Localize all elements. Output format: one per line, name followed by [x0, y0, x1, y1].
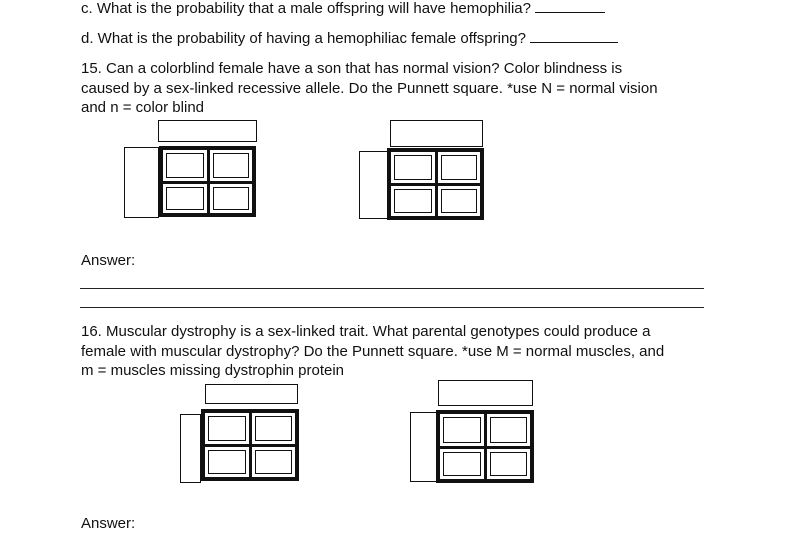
punnett-16b-side-parent-box[interactable]	[410, 412, 437, 482]
punnett-square-15b	[387, 148, 484, 220]
answer-line-15a[interactable]	[80, 288, 704, 289]
punnett-15b-side-parent-box[interactable]	[359, 151, 388, 219]
punnett-cell[interactable]	[485, 447, 531, 481]
punnett-15a-side-parent-box[interactable]	[124, 147, 159, 218]
punnett-15b-top-parent-box[interactable]	[390, 120, 483, 147]
punnett-square-16a	[201, 409, 299, 481]
question-c	[81, 0, 605, 18]
punnett-cell[interactable]	[208, 182, 254, 215]
question-c-text: c. What is the probability that a male offspring will have hemophilia?	[81, 0, 531, 17]
punnett-square-15a	[159, 146, 256, 217]
question-15-text: 15. Can a colorblind female have a son that has normal vision? Color blindness is caused by a sex-linked recessive allele. Do the Punnett square. *use N = normal vision and n = color blind	[81, 60, 658, 116]
answer-blank-c[interactable]	[535, 0, 605, 13]
punnett-cell[interactable]	[390, 184, 436, 217]
punnett-cell[interactable]	[390, 151, 436, 184]
punnett-cell[interactable]	[250, 445, 296, 478]
punnett-cell[interactable]	[436, 184, 482, 217]
punnett-cell[interactable]	[204, 445, 250, 478]
punnett-cell[interactable]	[436, 151, 482, 184]
question-16-text: 16. Muscular dystrophy is a sex-linked trait. What parental genotypes could produce a female with muscular dystrophy? Do the Punnett square. *use M = normal muscles, and m = muscles missing dystrophin protein	[81, 323, 665, 379]
punnett-15a-top-parent-box[interactable]	[158, 120, 257, 142]
punnett-cell[interactable]	[162, 182, 208, 215]
punnett-16a-top-parent-box[interactable]	[205, 384, 298, 404]
punnett-16a-side-parent-box[interactable]	[180, 414, 201, 483]
punnett-cell[interactable]	[250, 412, 296, 445]
punnett-cell[interactable]	[204, 412, 250, 445]
punnett-16b-top-parent-box[interactable]	[438, 380, 533, 406]
question-d	[81, 28, 618, 48]
answer-blank-d[interactable]	[530, 28, 618, 43]
answer-label-15: Answer:	[81, 252, 136, 269]
punnett-cell[interactable]	[439, 413, 485, 447]
punnett-cell[interactable]	[162, 149, 208, 182]
punnett-cell[interactable]	[485, 413, 531, 447]
punnett-square-16b	[436, 410, 534, 483]
answer-label-16: Answer:	[81, 515, 136, 532]
punnett-cell[interactable]	[208, 149, 254, 182]
question-d-text: d. What is the probability of having a hemophiliac female offspring?	[81, 30, 526, 47]
answer-line-15b[interactable]	[80, 307, 704, 308]
punnett-cell[interactable]	[439, 447, 485, 481]
